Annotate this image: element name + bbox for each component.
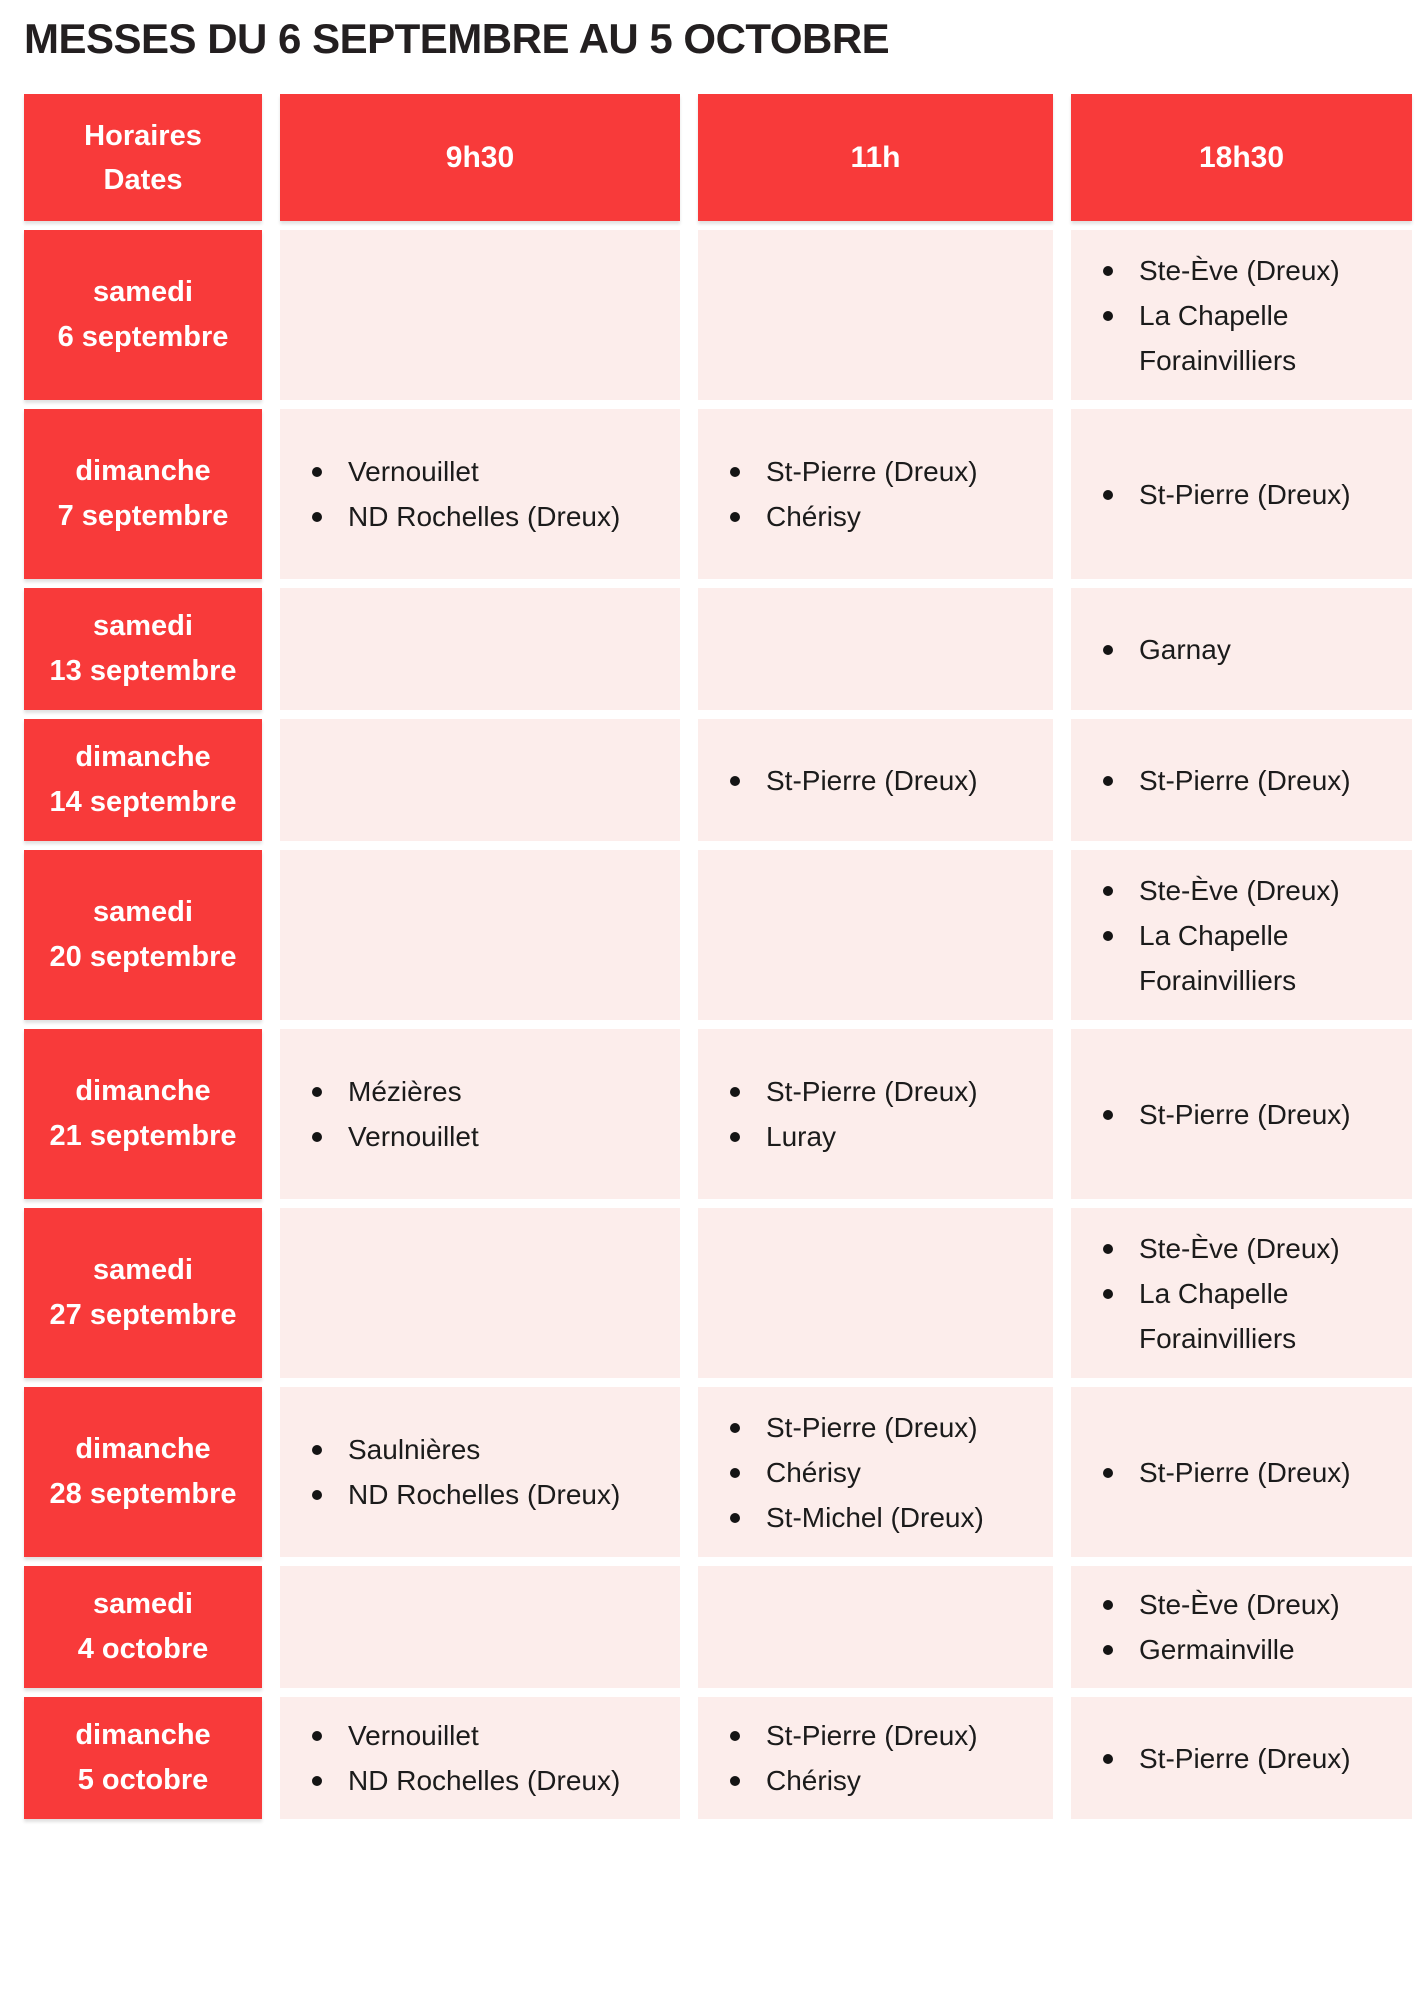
day-label: dimanche [75,1433,211,1465]
page-title: MESSES DU 6 SEPTEMBRE AU 5 OCTOBRE [24,15,890,62]
schedule-cell [280,719,680,841]
schedule-cell [698,230,1053,400]
day-label: samedi [93,1588,193,1620]
mass-location-list [280,1427,680,1517]
date-cell [24,1029,262,1199]
schedule-cell [698,1697,1053,1819]
mass-location-item: La Chapelle Forainvilliers [1071,1271,1404,1361]
date-cell [24,719,262,841]
day-label: dimanche [75,455,211,487]
mass-location-item: Ste-Ève (Dreux) [1071,1226,1404,1271]
mass-location-list [698,1069,1053,1159]
mass-location-item: Luray [698,1114,1045,1159]
mass-location-list [1071,627,1412,672]
schedule-cell [280,409,680,579]
schedule-cell [280,1387,680,1557]
mass-location-list [1071,1450,1412,1495]
mass-location-item: Garnay [1071,627,1404,672]
day-label: samedi [93,610,193,642]
schedule-cell [698,1029,1053,1199]
date-label: 20 septembre [49,941,237,973]
mass-location-item: ND Rochelles (Dreux) [280,1758,672,1803]
schedule-cell [698,719,1053,841]
mass-location-item: St-Pierre (Dreux) [698,449,1045,494]
mass-location-item: St-Pierre (Dreux) [1071,758,1404,803]
mass-location-list [280,1069,680,1159]
mass-location-item: St-Pierre (Dreux) [698,1405,1045,1450]
date-label: 27 septembre [49,1299,237,1331]
mass-location-list [1071,1582,1412,1672]
mass-location-list [1071,472,1412,517]
date-label: 4 octobre [77,1633,209,1665]
corner-header-horaires-label: Horaires [84,119,202,152]
date-label: 13 septembre [49,655,237,687]
schedule-cell [1071,719,1412,841]
date-cell [24,1387,262,1557]
schedule-cell [280,1208,680,1378]
date-label: 7 septembre [57,500,229,532]
schedule-cell [280,588,680,710]
date-label: 28 septembre [49,1478,237,1510]
schedule-cell [1071,588,1412,710]
schedule-cell [1071,850,1412,1020]
schedule-cell [280,1697,680,1819]
time-header-11h: 11h [698,94,1053,221]
mass-location-item: La Chapelle Forainvilliers [1071,293,1404,383]
mass-location-list [698,1405,1053,1540]
date-label: 14 septembre [49,786,237,818]
corner-header-dates-label: Dates [103,163,183,196]
date-cell [24,230,262,400]
mass-location-item: Vernouillet [280,449,672,494]
date-cell [24,1208,262,1378]
day-label: samedi [93,896,193,928]
date-cell [24,1566,262,1688]
day-label: dimanche [75,1075,211,1107]
day-label: samedi [93,276,193,308]
mass-location-item: Ste-Ève (Dreux) [1071,868,1404,913]
schedule-cell [698,850,1053,1020]
mass-schedule-table [24,94,1412,1819]
schedule-cell [280,850,680,1020]
schedule-cell [698,1387,1053,1557]
mass-location-list [698,449,1053,539]
day-label: dimanche [75,741,211,773]
date-cell [24,409,262,579]
mass-location-list [698,1713,1053,1803]
schedule-cell [698,588,1053,710]
mass-location-item: Mézières [280,1069,672,1114]
mass-location-item: Vernouillet [280,1114,672,1159]
mass-location-item: St-Pierre (Dreux) [698,1069,1045,1114]
schedule-cell [1071,409,1412,579]
date-label: 6 septembre [57,321,229,353]
mass-location-list [1071,1092,1412,1137]
mass-location-item: Vernouillet [280,1713,672,1758]
mass-location-list [1071,868,1412,1003]
schedule-cell [1071,1208,1412,1378]
mass-location-item: St-Pierre (Dreux) [1071,1092,1404,1137]
mass-location-list [1071,1736,1412,1781]
date-label: 21 septembre [49,1120,237,1152]
day-label: dimanche [75,1719,211,1751]
mass-location-list [280,449,680,539]
schedule-cell [698,1208,1053,1378]
schedule-cell [1071,1387,1412,1557]
mass-location-item: St-Pierre (Dreux) [1071,1736,1404,1781]
mass-location-list [1071,758,1412,803]
mass-location-item: St-Pierre (Dreux) [698,758,1045,803]
schedule-cell [698,409,1053,579]
date-cell [24,1697,262,1819]
date-cell [24,850,262,1020]
mass-location-item: St-Michel (Dreux) [698,1495,1045,1540]
schedule-cell [1071,230,1412,400]
mass-location-item: Ste-Ève (Dreux) [1071,1582,1404,1627]
date-label: 5 octobre [77,1764,209,1796]
mass-location-item: Chérisy [698,1450,1045,1495]
mass-location-item: ND Rochelles (Dreux) [280,1472,672,1517]
mass-location-item: Ste-Ève (Dreux) [1071,248,1404,293]
schedule-cell [280,230,680,400]
mass-location-item: Saulnières [280,1427,672,1472]
day-label: samedi [93,1254,193,1286]
mass-location-item: La Chapelle Forainvilliers [1071,913,1404,1003]
mass-location-item: St-Pierre (Dreux) [1071,472,1404,517]
schedule-cell [280,1566,680,1688]
mass-location-list [698,758,1053,803]
mass-location-item: St-Pierre (Dreux) [1071,1450,1404,1495]
mass-location-list [1071,1226,1412,1361]
time-header-9h30: 9h30 [280,94,680,221]
schedule-cell [1071,1566,1412,1688]
mass-location-item: Chérisy [698,494,1045,539]
date-cell [24,588,262,710]
schedule-cell [1071,1697,1412,1819]
mass-location-item: ND Rochelles (Dreux) [280,494,672,539]
mass-location-list [1071,248,1412,383]
mass-location-item: Chérisy [698,1758,1045,1803]
time-header-18h30: 18h30 [1071,94,1412,221]
mass-location-list [280,1713,680,1803]
schedule-cell [698,1566,1053,1688]
mass-location-item: Germainville [1071,1627,1404,1672]
corner-header-cell [24,94,262,221]
schedule-cell [280,1029,680,1199]
mass-location-item: St-Pierre (Dreux) [698,1713,1045,1758]
schedule-cell [1071,1029,1412,1199]
